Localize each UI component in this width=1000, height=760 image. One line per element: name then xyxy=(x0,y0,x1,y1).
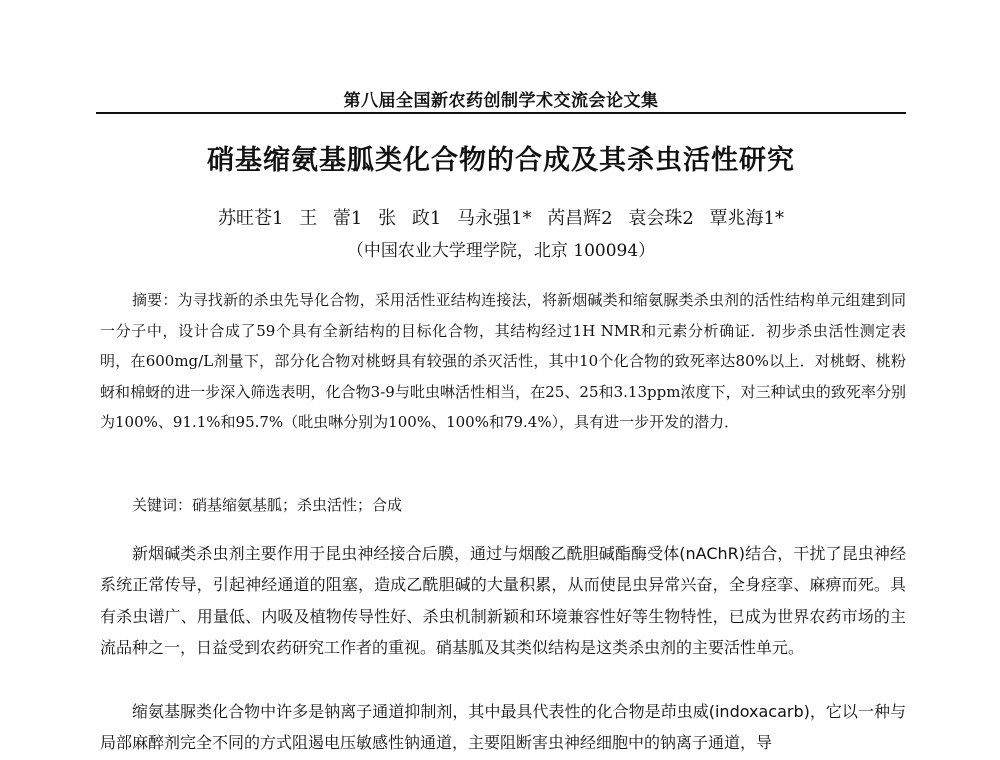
header-rule xyxy=(96,112,906,114)
affiliation: （中国农业大学理学院，北京 100094） xyxy=(346,241,656,261)
running-head: 第八届全国新农药创制学术交流会论文集 xyxy=(343,91,659,111)
keywords: 关键词：硝基缩氨基胍；杀虫活性；合成 xyxy=(132,496,403,514)
body-paragraph-2: 缩氨基脲类化合物中许多是钠离子通道抑制剂，其中最具代表性的化合物是茚虫威(indoxacarb)，它以一种与局部麻醉剂完全不同的方式阻遏电压敏感性钠通道，主要阻断害虫神经细胞中的钠离子通道，导 xyxy=(100,702,906,753)
body-paragraph-1: 新烟碱类杀虫剂主要作用于昆虫神经接合后膜，通过与烟酸乙酰胆碱酯酶受体(nAChR)结合，干扰了昆虫神经系统正常传导，引起神经通道的阻塞，造成乙酰胆碱的大量积累，从而使昆虫异常兴奋，全身痉挛、麻痹而死。具有杀虫谱广、用量低、内吸及植物传导性好、杀虫机制新颖和环境兼容性好等生物特性，已成为世界农药市场的主流品种之一，日益受到农药研究工作者的重视。硝基胍及其类似结构是这类杀虫剂的主要活性单元。 xyxy=(100,544,906,658)
author-list: 苏旺苍1 王 蕾1 张 政1 马永强1* 芮昌辉2 袁会珠2 覃兆海1* xyxy=(218,208,784,229)
paper-title: 硝基缩氨基胍类化合物的合成及其杀虫活性研究 xyxy=(207,145,795,176)
abstract: 摘要：为寻找新的杀虫先导化合物，采用活性亚结构连接法，将新烟碱类和缩氨脲类杀虫剂的活性结构单元组建到同一分子中，设计合成了59个具有全新结构的目标化合物，其结构经过1H NMR和元素分析确证．初步杀虫活性测定表明，在600mg/L剂量下，部分化合物对桃蚜具有较强的杀灭活性，其中10个化合物的致死率达80%以上．对桃蚜、桃粉蚜和棉蚜的进一步深入筛选表明，化合物3-9与吡虫啉活性相当，在25、25和3.13ppm浓度下，对三种试虫的致死率分别为100%、91.1%和95.7%（吡虫啉分别为100%、100%和79.4%），具有进一步开发的潜力． xyxy=(100,291,906,432)
